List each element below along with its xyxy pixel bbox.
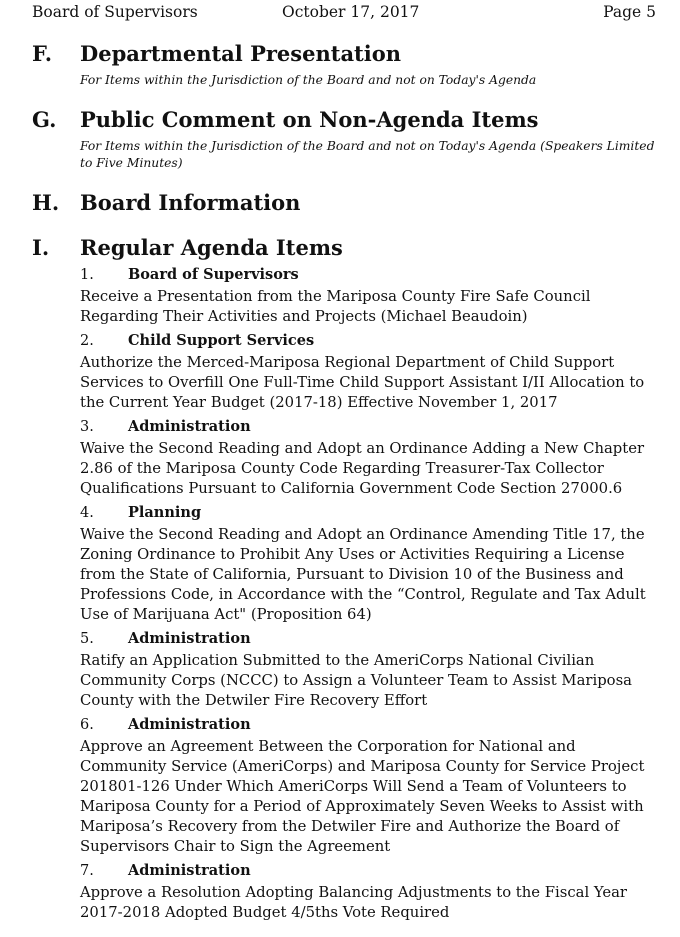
agenda-item	[80, 417, 660, 499]
agenda-item	[80, 503, 660, 625]
item-description: Receive a Presentation from the Mariposa County Fire Safe Council Regarding Their Activities and Projects (Michael Beaudoin)	[80, 288, 591, 325]
section-title: Departmental Presentation	[80, 41, 401, 66]
item-number: 5.	[80, 631, 94, 647]
section-subtitle: For Items within the Jurisdiction of the Board and not on Today's Agenda (Speakers Limited to Five Minutes)	[80, 139, 655, 170]
item-description: Waive the Second Reading and Adopt an Ordinance Amending Title 17, the Zoning Ordinance to Prohibit Any Uses or Activities Requiring a License from the State of California, Pursuant to Division 10 of the Business and Professions Code, in Accordance with the “Control, Regulate and Tax Adult Use of Marijuana Act" (Proposition 64)	[80, 526, 646, 623]
item-category: Administration	[128, 862, 251, 879]
section-subtitle: For Items within the Jurisdiction of the Board and not on Today's Agenda	[80, 73, 537, 87]
section-letter: F.	[32, 41, 53, 66]
section-title: Regular Agenda Items	[80, 235, 343, 260]
agenda-item	[80, 265, 660, 327]
item-category: Child Support Services	[128, 332, 315, 349]
item-number: 3.	[80, 419, 94, 435]
item-number: 4.	[80, 505, 94, 521]
item-description: Ratify an Application Submitted to the AmeriCorps National Civilian Community Corps (NCCC) to Assign a Volunteer Team to Assist Mariposa County with the Detwiler Fire Recovery Effort	[80, 652, 632, 709]
page-header	[32, 3, 656, 23]
item-description: Waive the Second Reading and Adopt an Ordinance Adding a New Chapter 2.86 of the Mariposa County Code Regarding Treasurer-Tax Collector Qualifications Pursuant to California Government Code Section 27000.6	[80, 440, 645, 497]
header-page-number: Page 5	[603, 3, 656, 21]
item-category: Administration	[128, 716, 251, 733]
section-letter: I.	[32, 235, 50, 260]
section-letter: G.	[32, 107, 57, 132]
agenda-item	[80, 331, 660, 413]
item-category: Administration	[128, 418, 251, 435]
agenda-item	[80, 861, 660, 923]
section-letter: H.	[32, 190, 60, 215]
item-category: Administration	[128, 630, 251, 647]
item-number: 6.	[80, 717, 94, 733]
header-board-name: Board of Supervisors	[32, 3, 198, 21]
agenda-item	[80, 629, 660, 711]
item-description: Authorize the Merced-Mariposa Regional Department of Child Support Services to Overfill One Full-Time Child Support Assistant I/II Allocation to the Current Year Budget (2017-18) Effective November 1, 2017	[80, 354, 645, 411]
item-category: Board of Supervisors	[128, 266, 299, 283]
item-number: 1.	[80, 267, 94, 283]
item-number: 7.	[80, 863, 94, 879]
item-description: Approve a Resolution Adopting Balancing Adjustments to the Fiscal Year 2017-2018 Adopted Budget 4/5ths Vote Required	[80, 884, 628, 921]
agenda-item	[80, 715, 660, 857]
section-title: Public Comment on Non-Agenda Items	[80, 107, 539, 132]
agenda-items-list	[80, 265, 660, 927]
item-description: Approve an Agreement Between the Corporation for National and Community Service (AmeriCorps) and Mariposa County for Service Project 201801-126 Under Which AmeriCorps Will Send a Team of Volunteers to Mariposa County for a Period of Approximately Seven Weeks to Assist with Mariposa’s Recovery from the Detwiler Fire and Authorize the Board of Supervisors Chair to Sign the Agreement	[80, 738, 645, 855]
header-date: October 17, 2017	[282, 3, 420, 21]
item-category: Planning	[128, 504, 202, 521]
item-number: 2.	[80, 333, 94, 349]
section-title: Board Information	[80, 190, 301, 215]
